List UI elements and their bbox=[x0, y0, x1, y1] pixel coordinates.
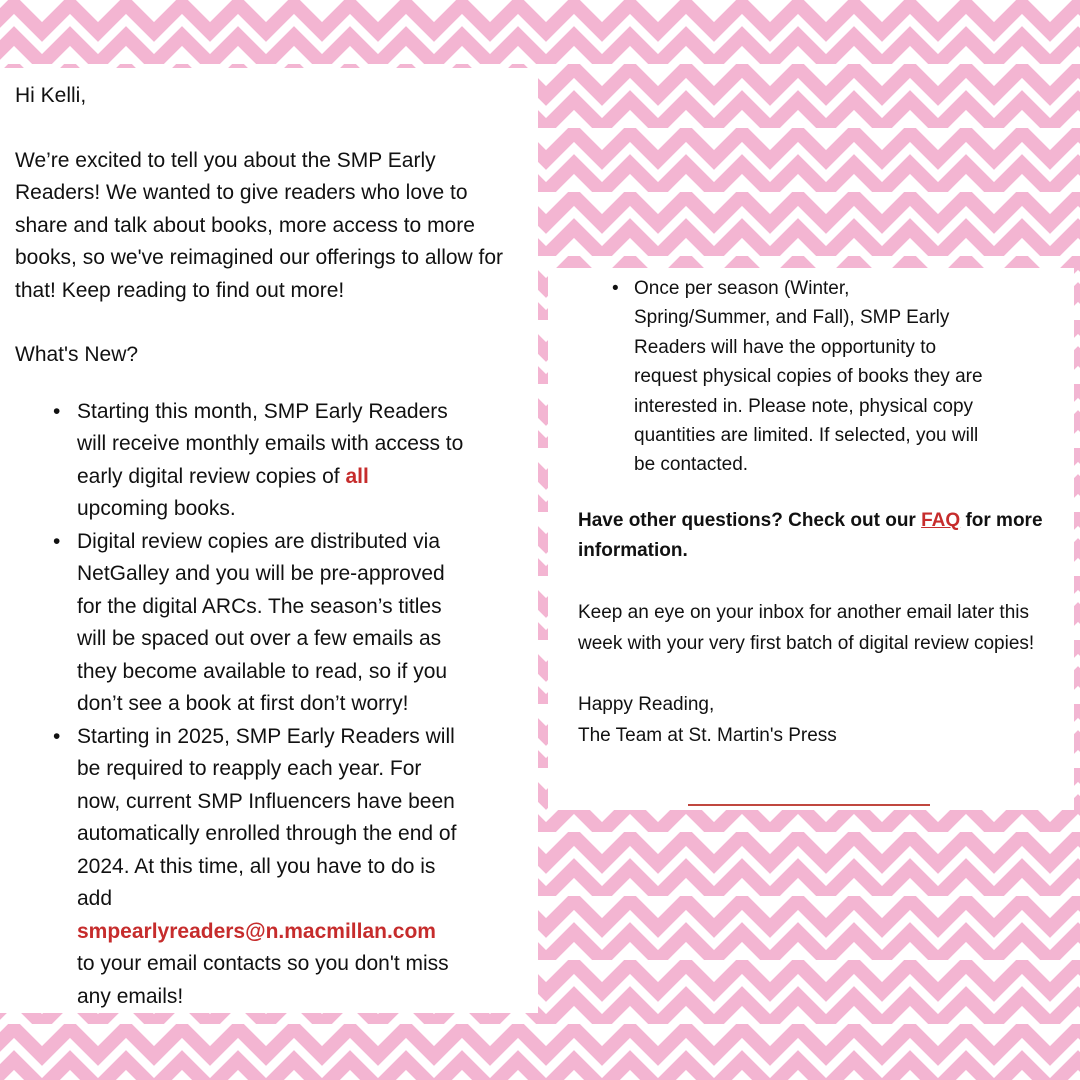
list-item bbox=[15, 721, 524, 1014]
bullet-icon: • bbox=[53, 529, 61, 553]
list-item bbox=[578, 274, 1046, 480]
season-list bbox=[578, 274, 1046, 480]
season-item-text: Once per season (Winter, Spring/Summer, and Fall), SMP Early Readers will have the opportunity to request physical copies of books they are interested in. Please note, physical copy quantities are limited. If selected, you will be contacted. bbox=[634, 278, 983, 476]
whats-new-heading: What's New? bbox=[15, 343, 139, 366]
item-2-text: Digital review copies are distributed via NetGalley and you will be pre-approved for the digital ARCs. The season’s titles will be spaced out over a few emails as they become available to read, so if you don’t see a book at first don’t worry! bbox=[77, 529, 448, 715]
email-part-2 bbox=[548, 268, 1074, 810]
list-item bbox=[15, 526, 524, 721]
list-item bbox=[15, 396, 524, 526]
bullet-icon: • bbox=[53, 399, 61, 423]
email-address-link[interactable]: smpearlyreaders@n.macmillan.com bbox=[77, 919, 436, 943]
questions-paragraph bbox=[578, 506, 1046, 567]
team-signature: The Team at St. Martin's Press bbox=[578, 724, 837, 746]
inbox-note: Keep an eye on your inbox for another email later this week with your very first batch of digital review copies! bbox=[578, 602, 1035, 654]
questions-text-after: for more information. bbox=[578, 509, 1043, 562]
item-1-text-after: upcoming books. bbox=[77, 497, 236, 520]
item-3-text-before: Starting in 2025, SMP Early Readers will be required to reapply each year. For now, current SMP Influencers have been automatically enrolled through the end of 2024. At this time, all you have to do is add bbox=[77, 724, 457, 910]
item-1-highlight: all bbox=[345, 464, 369, 488]
greeting: Hi Kelli, bbox=[15, 84, 87, 107]
faq-link[interactable]: FAQ bbox=[921, 509, 961, 531]
questions-text-before: Have other questions? Check out our bbox=[578, 509, 922, 531]
intro-paragraph: We’re excited to tell you about the SMP Early Readers! We wanted to give readers who love to share and talk about books, more access to more books, so we've reimagined our offerings to allow for that! Keep reading to find out more! bbox=[15, 148, 504, 302]
bullet-icon: • bbox=[612, 278, 619, 299]
item-3-text-after: to your email contacts so you don't miss any emails! bbox=[77, 952, 449, 1008]
divider-line bbox=[688, 804, 930, 806]
signoff: Happy Reading, bbox=[578, 694, 715, 716]
item-1-text-before: Starting this month, SMP Early Readers will receive monthly emails with access to early digital review copies of bbox=[77, 399, 464, 488]
bullet-icon: • bbox=[53, 724, 61, 748]
email-part-1 bbox=[0, 68, 538, 1013]
whats-new-list bbox=[15, 396, 524, 1014]
